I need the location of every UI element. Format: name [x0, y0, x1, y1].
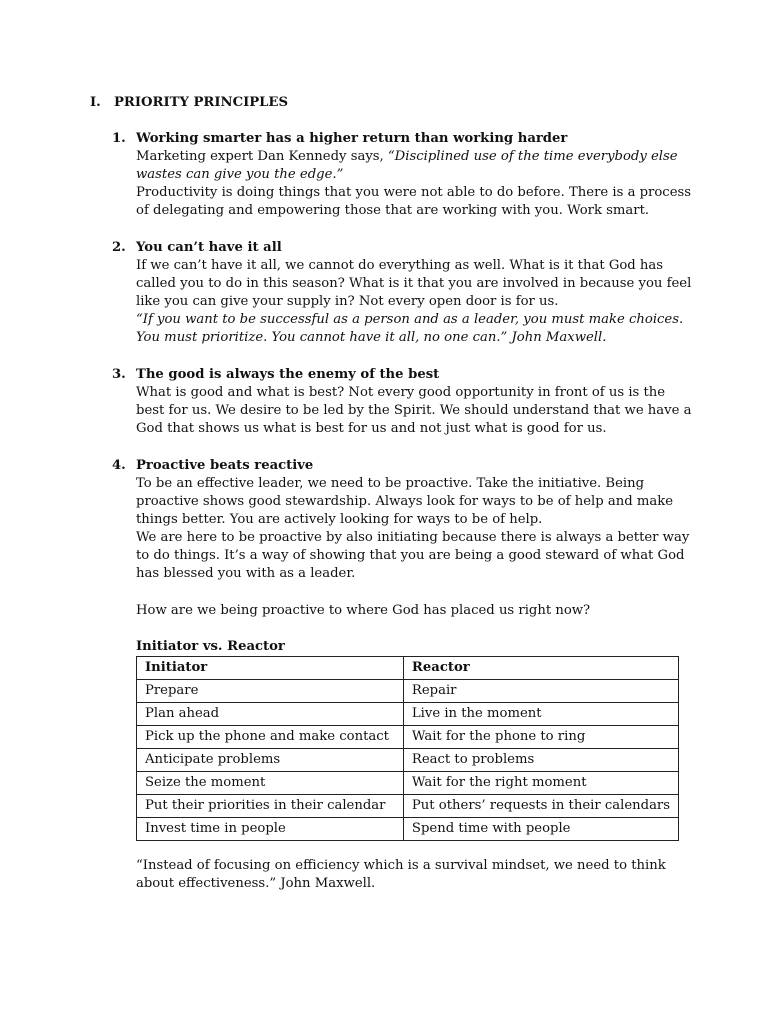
table-row: [137, 749, 679, 772]
initiator-cell: Pick up the phone and make contact: [137, 726, 404, 749]
principle-4: [112, 457, 692, 583]
table-row: [137, 726, 679, 749]
table-row: [137, 703, 679, 726]
table-row: [137, 680, 679, 703]
principle-number: 3.: [112, 367, 126, 382]
principle-number: 1.: [112, 131, 126, 146]
table-title: Initiator vs. Reactor: [136, 639, 285, 654]
principle-4-heading: [112, 457, 692, 475]
principle-number: 4.: [112, 458, 126, 473]
section-heading: [90, 94, 288, 112]
quote-intro: Marketing expert Dan Kennedy says,: [136, 149, 388, 164]
reflection-question: How are we being proactive to where God has placed us right now?: [136, 603, 591, 618]
table-row: [137, 818, 679, 841]
principle-1: [112, 130, 692, 220]
reactor-cell: Wait for the phone to ring: [403, 726, 678, 749]
principle-1-body: Productivity is doing things that you were not able to do before. There is a process of delegating and empowering those that are working with you. Work smart.: [136, 185, 692, 218]
initiator-cell: Seize the moment: [137, 772, 404, 795]
initiator-reactor-table: [136, 656, 679, 841]
principle-1-quote-paragraph: [136, 148, 692, 184]
column-header-reactor: Reactor: [403, 657, 678, 680]
section-title: PRIORITY PRINCIPLES: [114, 95, 289, 110]
principle-number: 2.: [112, 240, 126, 255]
principle-3: [112, 366, 692, 438]
principle-1-heading: [112, 130, 692, 148]
initiator-cell: Plan ahead: [137, 703, 404, 726]
table-row: [137, 795, 679, 818]
principle-4-body: To be an effective leader, we need to be proactive. Take the initiative. Being proactive shows good stewardship. Always look for ways to be of help and make things better. You are actively looking for ways to be of help.: [136, 476, 674, 527]
column-header-initiator: Initiator: [137, 657, 404, 680]
maxwell-quote: “If you want to be successful as a person and as a leader, you must make choices. You must prioritize. You cannot have it all, no one can.” John Maxwell.: [136, 312, 684, 345]
table-row: [137, 772, 679, 795]
initiator-cell: Put their priorities in their calendar: [137, 795, 404, 818]
principle-2-heading: [112, 239, 692, 257]
reactor-cell: Repair: [403, 680, 678, 703]
principle-3-heading: [112, 366, 692, 384]
reactor-cell: Put others’ requests in their calendars: [403, 795, 678, 818]
reactor-cell: Wait for the right moment: [403, 772, 678, 795]
principle-title: Proactive beats reactive: [136, 458, 314, 473]
kennedy-quote: “Disciplined use of the time everybody else wastes can give you the edge.”: [136, 149, 678, 182]
reactor-cell: React to problems: [403, 749, 678, 772]
initiator-cell: Anticipate problems: [137, 749, 404, 772]
closing-quote: “Instead of focusing on efficiency which is a survival mindset, we need to think about effectiveness.” John Maxwell.: [136, 858, 666, 891]
principle-4-body-continued: We are here to be proactive by also initiating because there is always a better way to do things. It’s a way of showing that you are being a good steward of what God has blessed you with as a leader.: [136, 530, 690, 581]
principle-2-body: If we can’t have it all, we cannot do everything as well. What is it that God has called you to do in this season? What is it that you are involved in because you feel like you can give your supply in? Not every open door is for us.: [136, 258, 692, 309]
section-number: I.: [90, 95, 101, 110]
table-header-row: [137, 657, 679, 680]
principle-title: You can’t have it all: [136, 240, 282, 255]
principle-2: [112, 239, 692, 347]
initiator-cell: Prepare: [137, 680, 404, 703]
reactor-cell: Live in the moment: [403, 703, 678, 726]
principle-3-body: What is good and what is best? Not every good opportunity in front of us is the best for us. We desire to be led by the Spirit. We should understand that we have a God that shows us what is best for us and not just what is good for us.: [136, 385, 692, 436]
principle-title: The good is always the enemy of the best: [136, 367, 440, 382]
initiator-cell: Invest time in people: [137, 818, 404, 841]
reactor-cell: Spend time with people: [403, 818, 678, 841]
principle-title: Working smarter has a higher return than working harder: [136, 131, 568, 146]
